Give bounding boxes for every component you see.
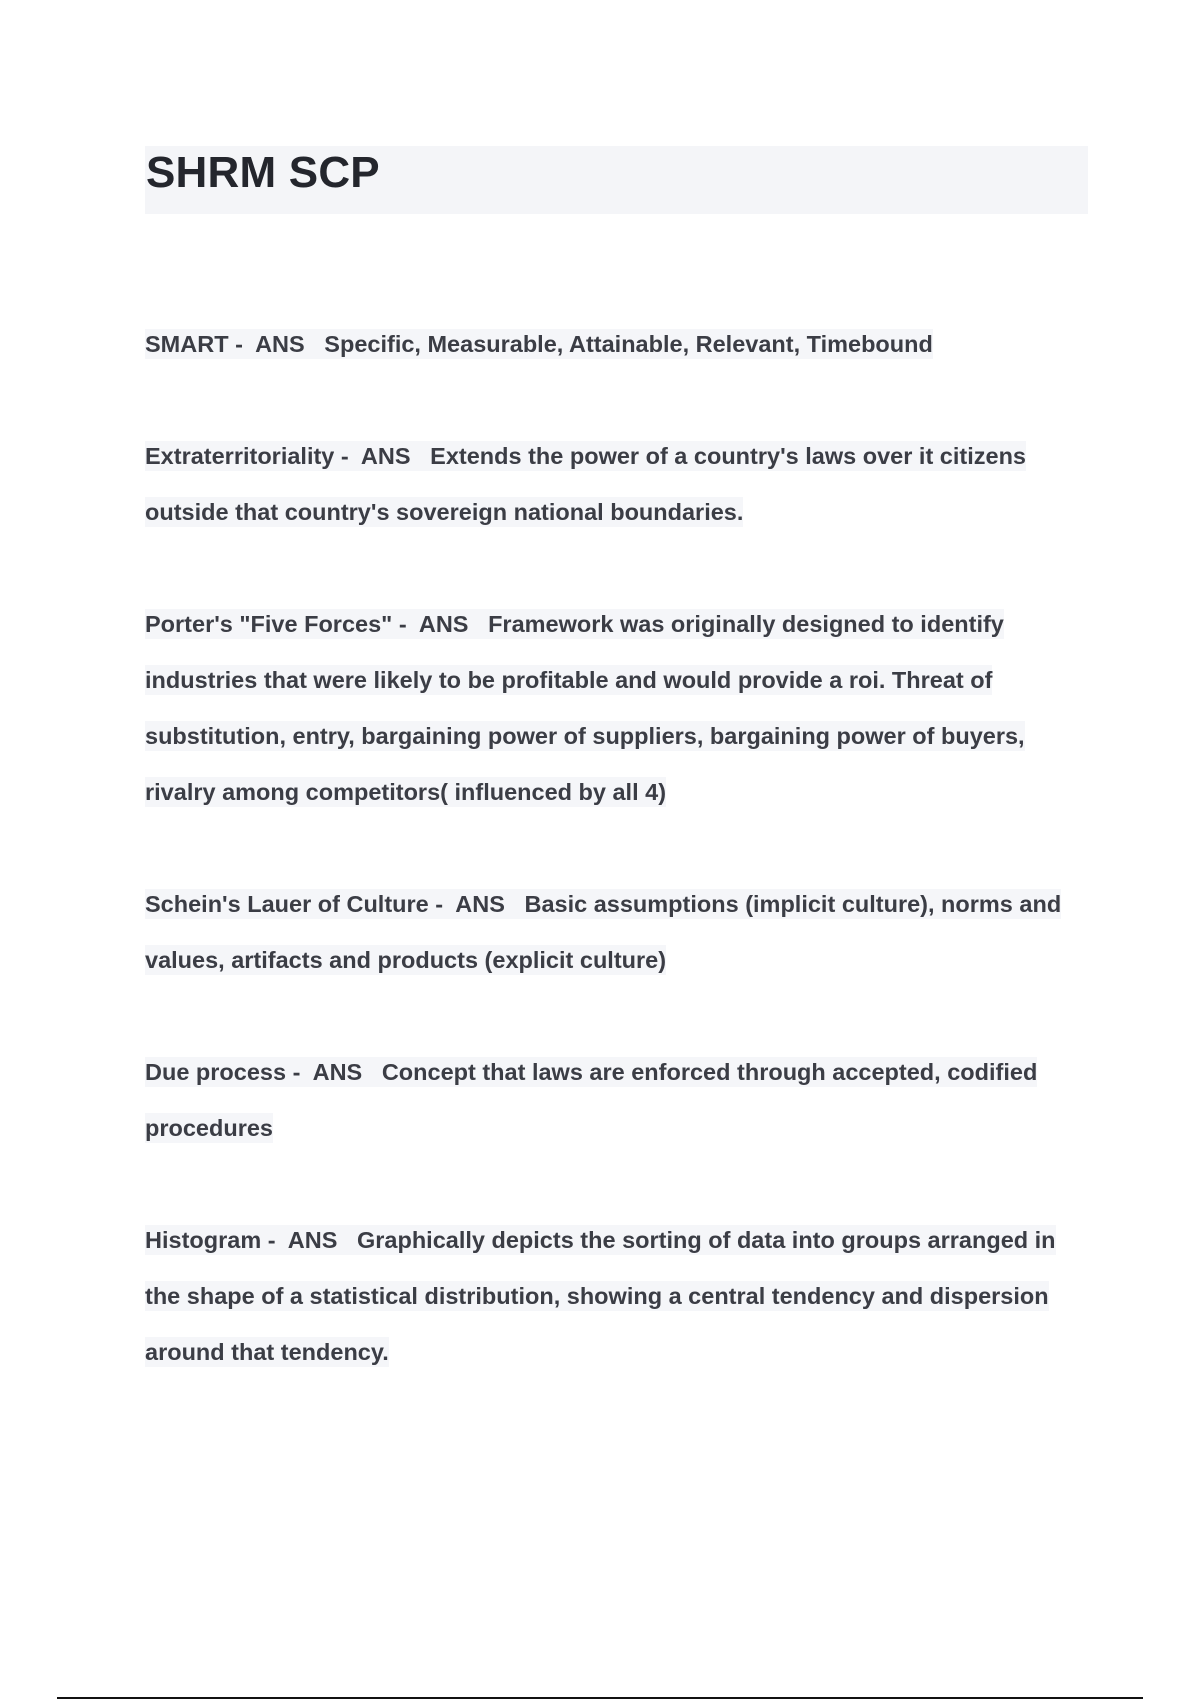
entry-term: Porter's "Five Forces"	[145, 611, 393, 637]
entry-answer: Extends the power of a country's laws over it citizens outside that country's sovereign national boundaries.	[145, 443, 1026, 525]
entry-separator: - ANS	[392, 611, 489, 637]
entry-separator: - ANS	[286, 1059, 382, 1085]
entry-separator: - ANS	[428, 891, 525, 917]
entry-answer: Basic assumptions (implicit culture), norms and values, artifacts and products (explicit culture)	[145, 891, 1062, 973]
entry-answer: Framework was originally designed to identify industries that were likely to be profitable and would provide a roi. Threat of substitution, entry, bargaining power of suppliers, bargaining power of buyers, rivalry among competitors( influenced by all 4)	[145, 611, 1025, 805]
entry-separator: - ANS	[261, 1227, 357, 1253]
entry-answer: Graphically depicts the sorting of data into groups arranged in the shape of a statistical distribution, showing a central tendency and dispersion around that tendency.	[145, 1227, 1056, 1365]
footer-divider	[57, 1697, 1143, 1699]
flashcard-entry	[145, 316, 1095, 372]
flashcard-list	[145, 316, 1095, 1436]
flashcard-entry	[145, 596, 1095, 820]
entry-term: Schein's Lauer of Culture	[145, 891, 429, 917]
entry-term: Histogram	[145, 1227, 262, 1253]
entry-separator: - ANS	[334, 443, 431, 469]
entry-answer: Concept that laws are enforced through accepted, codified procedures	[145, 1059, 1038, 1141]
flashcard-entry	[145, 1044, 1095, 1156]
flashcard-entry	[145, 876, 1095, 988]
entry-separator: - ANS	[228, 331, 325, 357]
entry-term: Extraterritoriality	[145, 443, 335, 469]
flashcard-entry	[145, 428, 1095, 540]
page-title: SHRM SCP	[146, 148, 380, 197]
entry-term: Due process	[145, 1059, 287, 1085]
entry-term: SMART	[145, 331, 229, 357]
entry-answer: Specific, Measurable, Attainable, Relevant, Timebound	[324, 331, 933, 357]
flashcard-entry	[145, 1212, 1095, 1380]
